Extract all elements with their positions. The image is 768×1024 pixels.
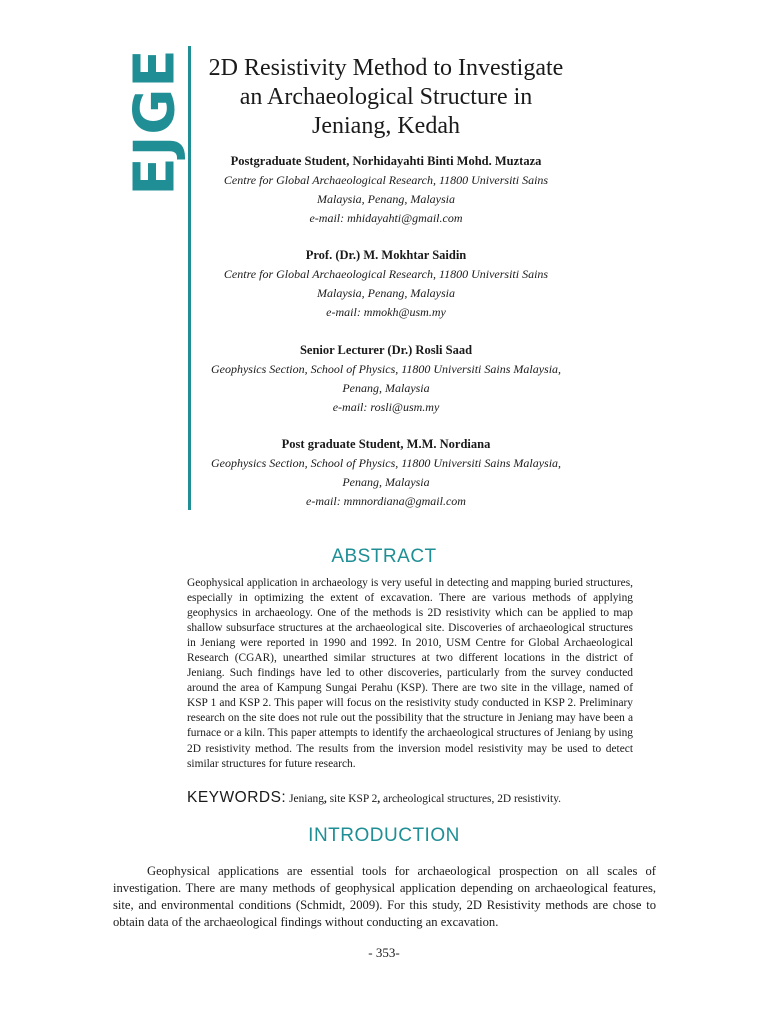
abstract-heading: ABSTRACT <box>331 546 437 567</box>
journal-logo-text: EJGE <box>122 48 188 196</box>
author-block-4 <box>210 435 562 511</box>
author-email: e-mail: mhidayahti@gmail.com <box>309 211 463 225</box>
abstract-text: Geophysical application in archaeology is very useful in detecting and mapping buried structures, especially in optimizing the extent of excavation. There are various methods of applying geophysics in archaeology. One of the methods is 2D resistivity which can be applied to map shallow subsurface structures at the archaeological site. Discoveries of archaeological structures in Jeniang were reported in 1990 and 1992. In 2010, USM Centre for Global Archaeological Research (CGAR), unearthed similar structures at two different locations in the district of Jeniang. Such findings have led to other discoveries, particularly from the survey conducted around the area of Kampung Sungai Perahu (KSP). There are two site in the village, named of KSP 1 and KSP 2. This paper will focus on the resistivity study conducted in KSP 2. Preliminary research on the site does not rule out the possibility that the structure in Jeniang may have been a furnace or a kiln. This paper attempts to identify the archaeological structures of Jeniang by using 2D resistivity method. The results from the inversion model resistivity may be used to detect similar structures for future research. <box>187 577 633 770</box>
author-name: Postgraduate Student, Norhidayahti Binti Mohd. Muztaza <box>230 154 542 168</box>
author-email: e-mail: mmnordiana@gmail.com <box>306 494 466 508</box>
keyword-item: Jeniang <box>289 793 324 805</box>
author-affiliation: Geophysics Section, School of Physics, 11800 Universiti Sains Malaysia, Penang, Malaysia <box>210 456 562 489</box>
journal-logo <box>122 48 188 196</box>
author-block-1 <box>210 152 562 228</box>
introduction-text: Geophysical applications are essential tools for archaeological prospection on all scales of investigation. There are many methods of geophysical application depending on archaeological features, site, and environmental conditions (Schmidt, 2009). For this study, 2D Resistivity methods are chose to obtain data of the archaeological findings without conducting an excavation. <box>113 864 656 930</box>
author-name: Senior Lecturer (Dr.) Rosli Saad <box>299 343 473 357</box>
keyword-item: site KSP 2 <box>329 793 378 805</box>
keyword-item: archeological structures, 2D resistivity. <box>383 793 561 805</box>
page-number: - 353- <box>368 945 400 960</box>
keywords-label: KEYWORDS: <box>187 789 287 806</box>
author-affiliation: Centre for Global Archaeological Research, 11800 Universiti Sains Malaysia, Penang, Malaysia <box>223 267 549 300</box>
author-email: e-mail: mmokh@usm.my <box>326 305 446 319</box>
author-affiliation: Geophysics Section, School of Physics, 11800 Universiti Sains Malaysia, Penang, Malaysia <box>210 362 562 395</box>
author-name: Post graduate Student, M.M. Nordiana <box>281 437 491 451</box>
author-block-2 <box>210 246 562 322</box>
author-block-3 <box>210 341 562 417</box>
author-affiliation: Centre for Global Archaeological Research, 11800 Universiti Sains Malaysia, Penang, Malaysia <box>223 173 549 206</box>
accent-vertical-rule <box>188 46 191 510</box>
author-email: e-mail: rosli@usm.my <box>332 400 440 414</box>
paper-title: 2D Resistivity Method to Investigate an Archaeological Structure in Jeniang, Kedah <box>208 55 564 139</box>
keywords-line: KEYWORDS: Jeniang, site KSP 2, archeological structures, 2D resistivity. <box>187 789 561 806</box>
author-name: Prof. (Dr.) M. Mokhtar Saidin <box>305 248 467 262</box>
introduction-heading: INTRODUCTION <box>308 825 460 846</box>
